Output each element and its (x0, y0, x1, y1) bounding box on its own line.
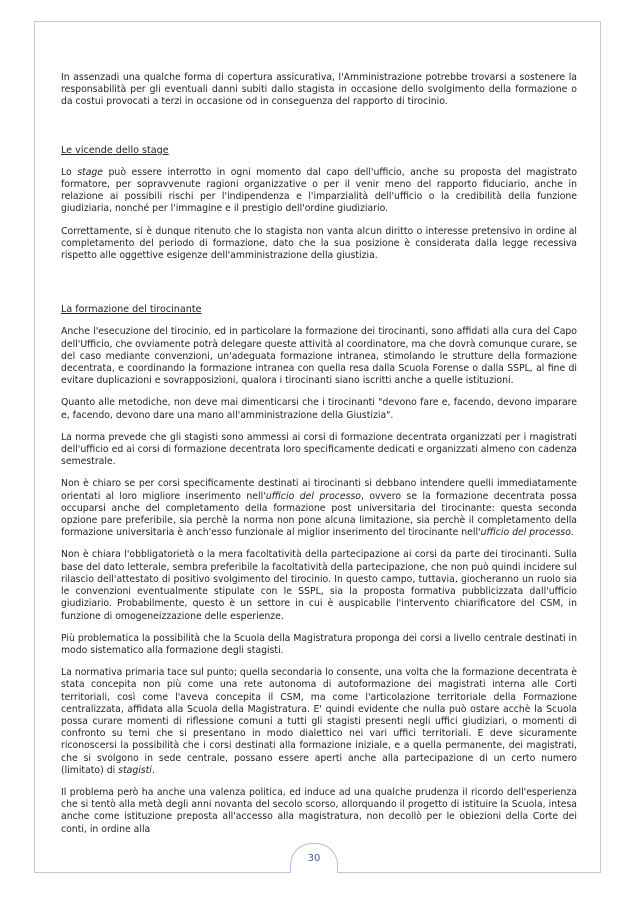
page-number: 30 (290, 843, 338, 873)
paragraph-stage-interruption: Lo stage può essere interrotto in ogni momento dal capo dell'ufficio, anche su proposta del magistrato formatore, per sopravvenute ragioni organizzative o per il venir meno del rapporto fiduciario, anche in relazione ai possibili rischi per l'indipendenza e l'imparzialità dell'ufficio o la credibilità della funzione giudiziaria, nonché per l'immagine e il prestigio dell'ordine giudiziario. (61, 166, 578, 215)
paragraph-no-right: Correttamente, si è dunque ritenuto che lo stagista non vanta alcun diritto o interesse pretensivo in ordine al completamento del periodo di formazione, dato che la sua posizione è considerata dalla legge recessiva rispetto alle oggettive esigenze dell'amministrazione della giustizia. (61, 225, 577, 262)
paragraph-specific-courses: Non è chiaro se per corsi specificamente destinati ai tirocinanti si debbano intendere quelli immediatamente orientati al loro migliore inserimento nell'ufficio del processo, ovvero se la formazione decentrata possa occuparsi anche del completamento della formazione post universitaria del tirocinante: questa seconda opzione pare preferibile, sia perchè la norma non pone alcuna limitazione, sia perchè il completamento della formazione universitaria è anch'esso funzionale al miglior inserimento del tirocinante nell'ufficio del processo. (61, 478, 577, 539)
heading-formazione-tirocinante: La formazione del tirocinante (61, 304, 202, 316)
emphasis-stage: stage (77, 166, 104, 178)
emphasis-ufficio-processo: ufficio del processo (480, 527, 571, 539)
paragraph-obligation: Non è chiara l'obbligatorietà o la mera facoltatività della partecipazione ai corsi da parte dei tirocinanti. Sulla base del dato letterale, sembra preferibile la facoltatività della partecipazione, che non può quindi incidere sul rilascio dell'attestato di positivo svolgimento del tirocinio. In questo campo, tuttavia, giocheranno un ruolo sia le convenzioni eventualmente stipulate con le SSPL, sia la proposta formativa pubblicizzata dall'ufficio giudiziario. Probabilmente, questo è un settore in cui è auspicabile l'intervento chiarificatore del CSM, in funzione di omogeneizzazione delle esperienze. (61, 549, 577, 622)
heading-vicende-stage: Le vicende dello stage (61, 144, 169, 156)
paragraph-problematic: Più problematica la possibilità che la Scuola della Magistratura proponga dei corsi a livello centrale destinati in modo sistematico alla formazione degli stagisti. (61, 632, 577, 656)
spacer (61, 272, 577, 304)
paragraph-execution: Anche l'esecuzione del tirocinio, ed in particolare la formazione dei tirocinanti, sono affidati alla cura del Capo dell'Ufficio, che ovviamente potrà delegare queste attività al coordinatore, ma che dovrà comunque curare, se del caso mediante convenzioni, un'adeguata formazione intranea, stimolando le strutture della formazione decentrata, e coordinando la formazione intranea con quella resa dalla Scuola Forense o dalla SSPL, al fine di evitare duplicazioni e sovrapposizioni, qualora i tirocinanti siano iscritti anche a quelle istituzioni. (61, 326, 577, 387)
emphasis-stagisti: stagisti (118, 764, 152, 776)
paragraph-primary-norm: La normativa primaria tace sul punto; quella secondaria lo consente, una volta che la formazione decentrata è stata concepita non più come una rete autonoma di autoformazione dei magistrati interna alle Corti territoriali, così come l'aveva concepita il CSM, ma come l'articolazione territoriale della Formazione centralizzata, affidata alla Scuola della Magistratura. E' quindi evidente che nulla può ostare acchè la Scuola possa curare momenti di riflessione comuni a tutti gli stagisti presenti negli uffici giudiziari, o momenti di confronto su temi che si presentano in modo dialettico nei vari uffici territoriali. E deve sicuramente riconoscersi la possibilità che i corsi destinati alla formazione iniziale, e a quella permanente, dei magistrati, che si svolgono in sede centrale, possano essere aperti anche alla partecipazione di un certo numero (limitato) di stagisti. (61, 667, 577, 776)
emphasis-ufficio-processo: ufficio del processo (265, 490, 361, 502)
paragraph-political: Il problema però ha anche una valenza politica, ed induce ad una qualche prudenza il ricordo dell'esperienza che si tentò alla metà degli anni novanta del secolo scorso, allorquando il progetto di istituire la Scuola, intesa anche come istituzione preposta all'accesso alla magistratura, non decollò per le obiezioni della Corte dei conti, in ordine alla (61, 786, 577, 835)
paragraph-methods: Quanto alle metodiche, non deve mai dimenticarsi che i tirocinanti "devono fare e, facendo, devono imparare e, facendo, devono dare una mano all'amministrazione della Giustizia". (61, 397, 577, 421)
heading-vicende-word: vicende (75, 144, 113, 156)
spacer (61, 119, 577, 145)
document-body (61, 72, 577, 836)
paragraph-norm: La norma prevede che gli stagisti sono ammessi ai corsi di formazione decentrata organizzati per i magistrati dell'ufficio ed ai corsi di formazione decentrata loro specificamente dedicati e organizzati almeno con cadenza semestrale. (61, 431, 577, 468)
paragraph-insurance: In assenzadi una qualche forma di copertura assicurativa, l'Amministrazione potrebbe trovarsi a sostenere la responsabilità per gli eventuali danni subiti dallo stagista in occasione dello svolgimento della formazione o da costui provocati a terzi in occasione od in conseguenza del rapporto di tirocinio. (61, 72, 577, 108)
